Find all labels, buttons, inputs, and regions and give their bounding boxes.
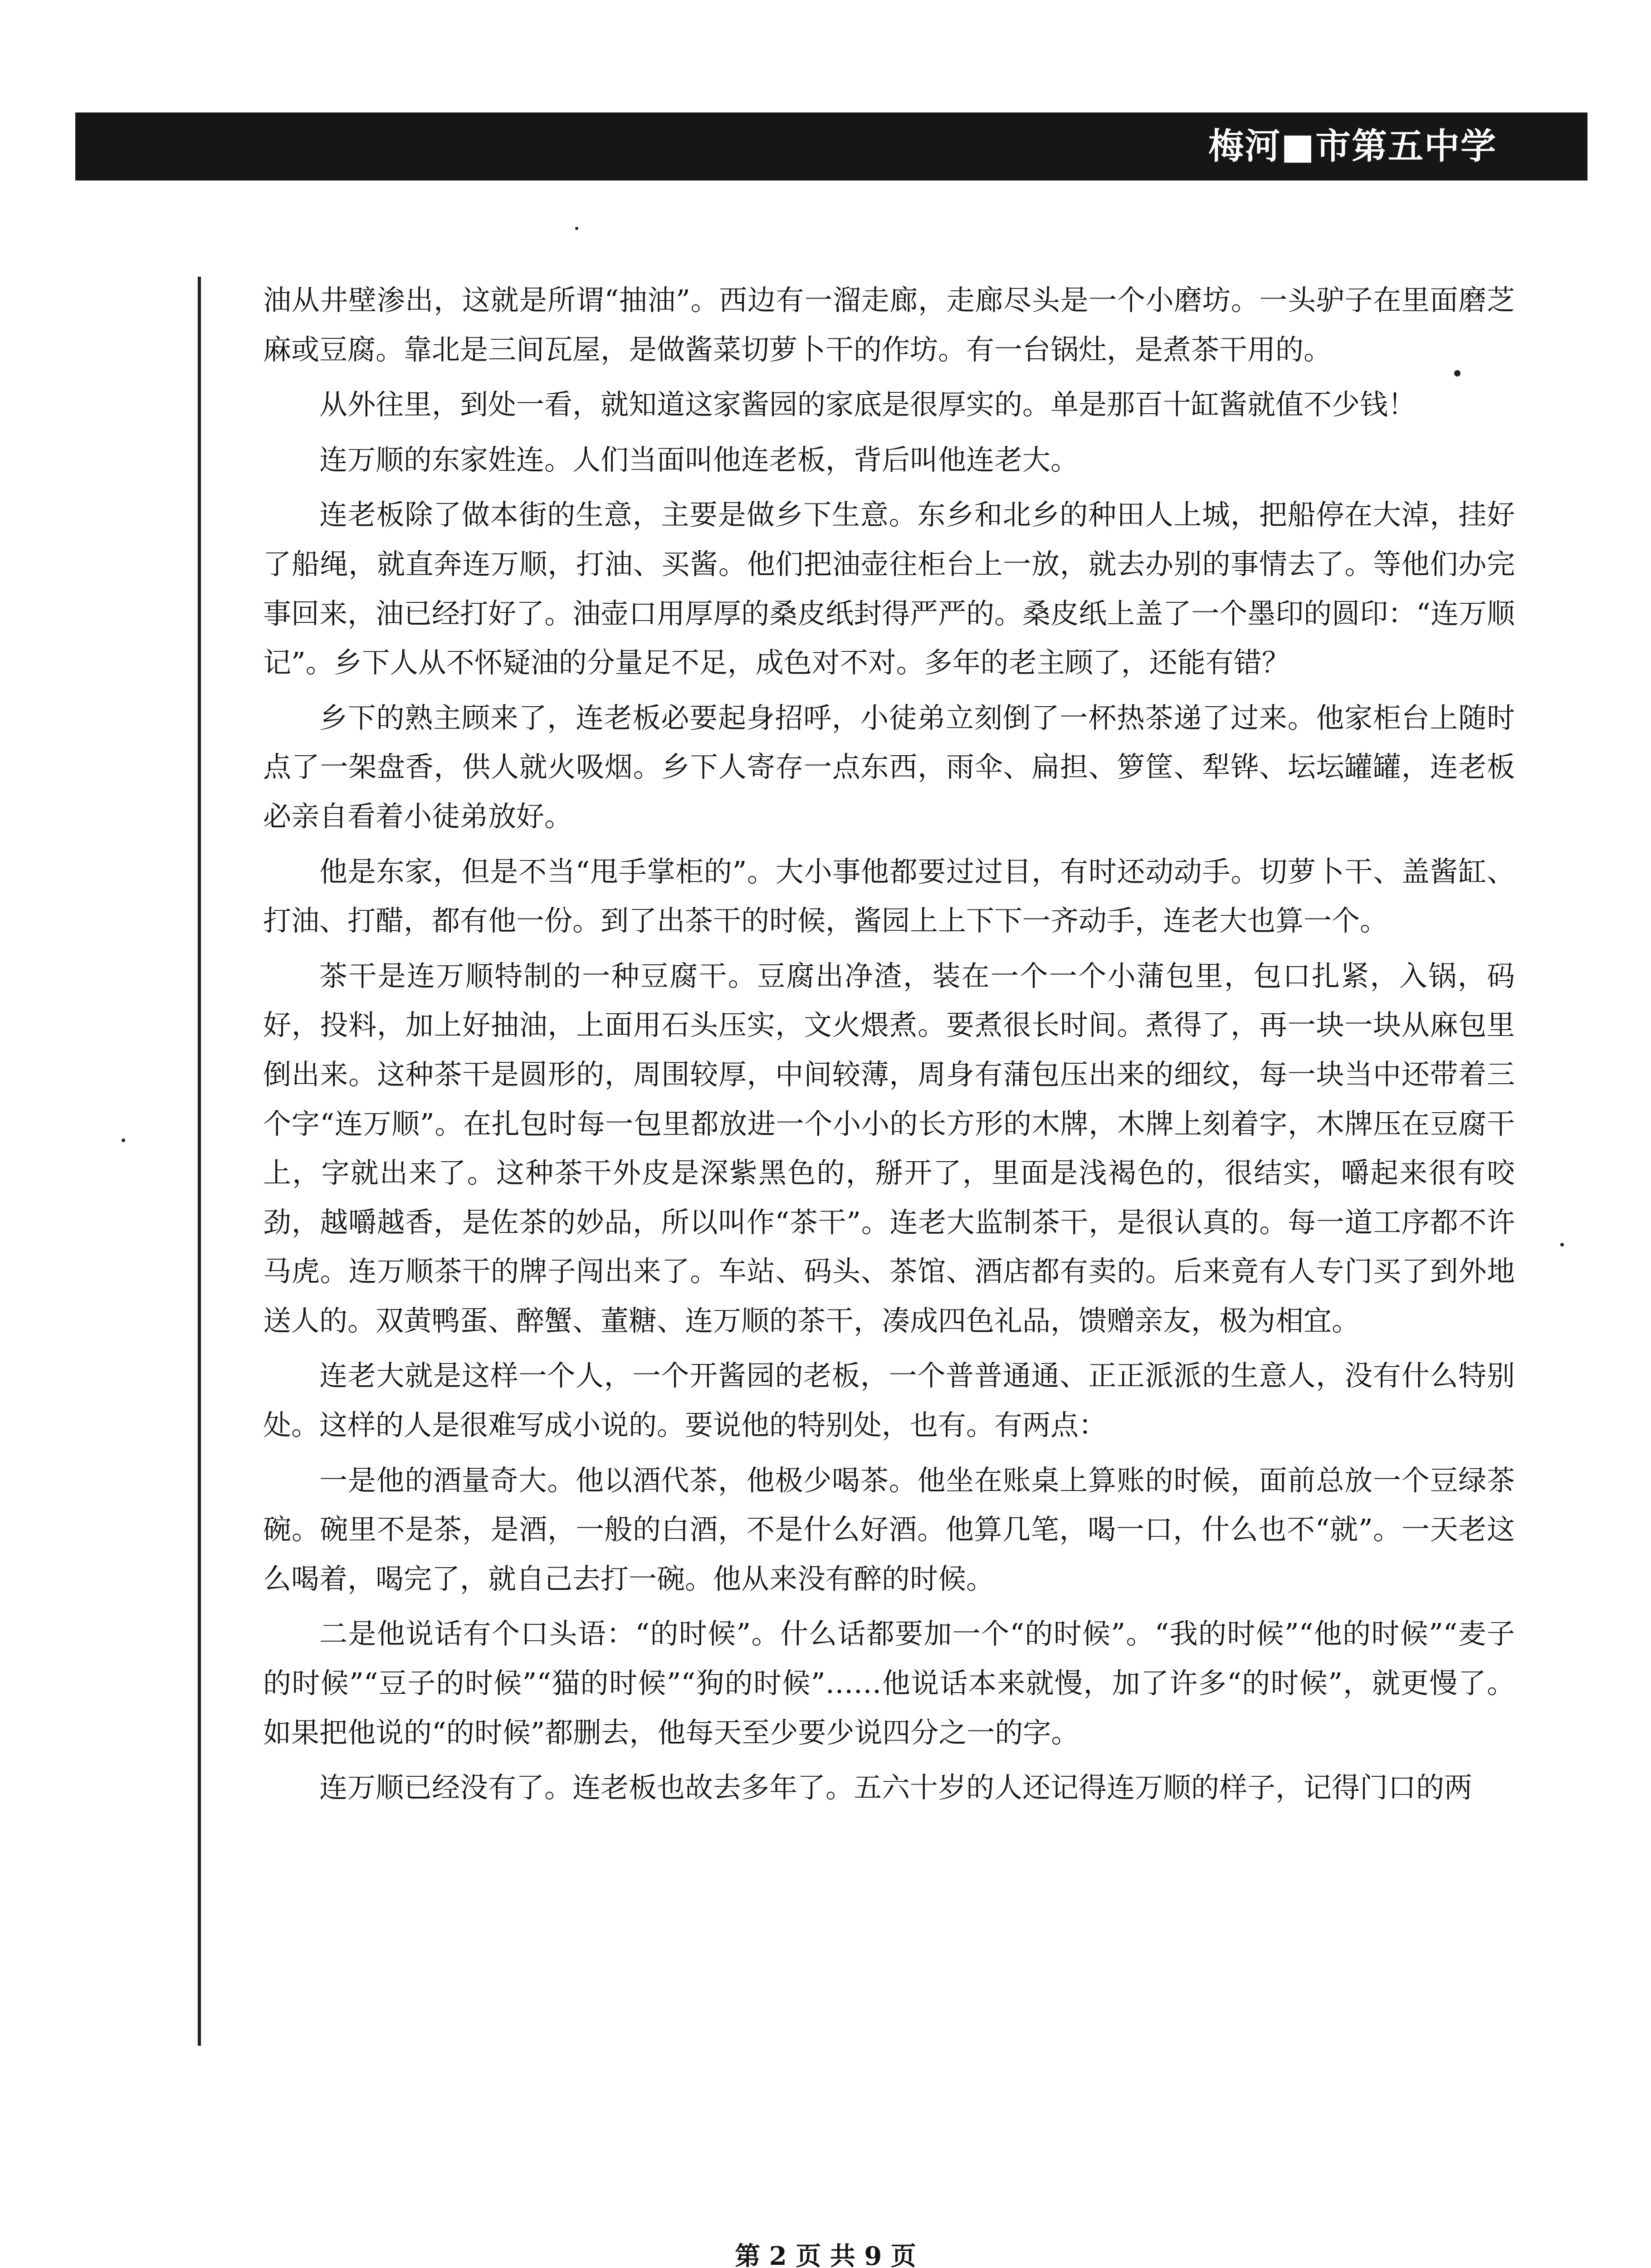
paragraph: 连万顺的东家姓连。人们当面叫他连老板，背后叫他连老大。 [319, 443, 1079, 476]
paragraph: 茶干是连万顺特制的一种豆腐干。豆腐出净渣，装在一个一个小蒲包里，包口扎紧，入锅，码好，投料，加上好抽油，上面用石头压实，文火煨煮。要煮很长时间。煮得了，再一块一块从麻包里倒出来。这种茶干是圆形的，周围较厚，中间较薄，周身有蒲包压出来的细纹，每一块当中还带着三个字“连万顺”。在扎包时每一包里都放进一个小小的长方形的木牌，木牌上刻着字，木牌压在豆腐干上，字就出来了。这种茶干外皮是深紫黑色的，掰开了，里面是浅褐色的，很结实，嚼起来很有咬劲，越嚼越香，是佐茶的妙品，所以叫作“茶干”。连老大监制茶干，是很认真的。每一道工序都不许马虎。连万顺茶干的牌子闯出来了。车站、码头、茶馆、酒店都有卖的。后来竟有人专门买了到外地送人的。双黄鸭蛋、醉蟹、董糖、连万顺的茶干，凑成四色礼品，馈赠亲友，极为相宜。 [263, 959, 1515, 1337]
scan-speck [1454, 370, 1460, 376]
paragraph: 连老大就是这样一个人，一个开酱园的老板，一个普普通通、正正派派的生意人，没有什么特别处。这样的人是很难写成小说的。要说他的特别处，也有。有两点： [263, 1359, 1515, 1442]
scan-speck [1560, 1243, 1564, 1246]
paragraph: 乡下的熟主顾来了，连老板必要起身招呼，小徒弟立刻倒了一杯热茶递了过来。他家柜台上随时点了一架盘香，供人就火吸烟。乡下人寄存一点东西，雨伞、扁担、箩筐、犁铧、坛坛罐罐，连老板必亲自看着小徒弟放好。 [263, 701, 1515, 833]
left-margin-rule [198, 277, 201, 2046]
paragraph: 连老板除了做本街的生意，主要是做乡下生意。东乡和北乡的种田人上城，把船停在大淖，挂好了船绳，就直奔连万顺，打油、买酱。他们把油壶往柜台上一放，就去办别的事情去了。等他们办完事回来，油已经打好了。油壶口用厚厚的桑皮纸封得严严的。桑皮纸上盖了一个墨印的圆印：“连万顺记”。乡下人从不怀疑油的分量足不足，成色对不对。多年的老主顾了，还能有错？ [263, 498, 1515, 679]
article-body [263, 276, 1515, 1818]
page-number: 第 2 页 共 9 页 [735, 2241, 916, 2268]
scan-speck [122, 1139, 125, 1142]
paragraph: 连万顺已经没有了。连老板也故去多年了。五六十岁的人还记得连万顺的样子，记得门口的两 [319, 1771, 1473, 1804]
paragraph: 二是他说话有个口头语：“的时候”。什么话都要加一个“的时候”。“我的时候”“他的时候”“麦子的时候”“豆子的时候”“猫的时候”“狗的时候”……他说话本来就慢，加了许多“的时候”，就更慢了。如果把他说的“的时候”都删去，他每天至少要少说四分之一的字。 [263, 1617, 1515, 1749]
paragraph: 他是东家，但是不当“甩手掌柜的”。大小事他都要过过目，有时还动动手。切萝卜干、盖酱缸、打油、打醋，都有他一份。到了出茶干的时候，酱园上上下下一齐动手，连老大也算一个。 [263, 855, 1515, 938]
paragraph: 油从井壁渗出，这就是所谓“抽油”。西边有一溜走廊，走廊尽头是一个小磨坊。一头驴子在里面磨芝麻或豆腐。靠北是三间瓦屋，是做酱菜切萝卜干的作坊。有一台锅灶，是煮茶干用的。 [263, 284, 1515, 366]
paragraph: 一是他的酒量奇大。他以酒代茶，他极少喝茶。他坐在账桌上算账的时候，面前总放一个豆绿茶碗。碗里不是茶，是酒，一般的白酒，不是什么好酒。他算几笔，喝一口，什么也不“就”。一天老这么喝着，喝完了，就自己去打一碗。他从来没有醉的时候。 [263, 1463, 1515, 1595]
paragraph: 从外往里，到处一看，就知道这家酱园的家底是很厚实的。单是那百十缸酱就值不少钱！ [319, 388, 1417, 421]
header-bar [75, 112, 1588, 181]
school-name: 梅河■市第五中学 [1208, 126, 1497, 167]
scan-speck [575, 227, 578, 230]
